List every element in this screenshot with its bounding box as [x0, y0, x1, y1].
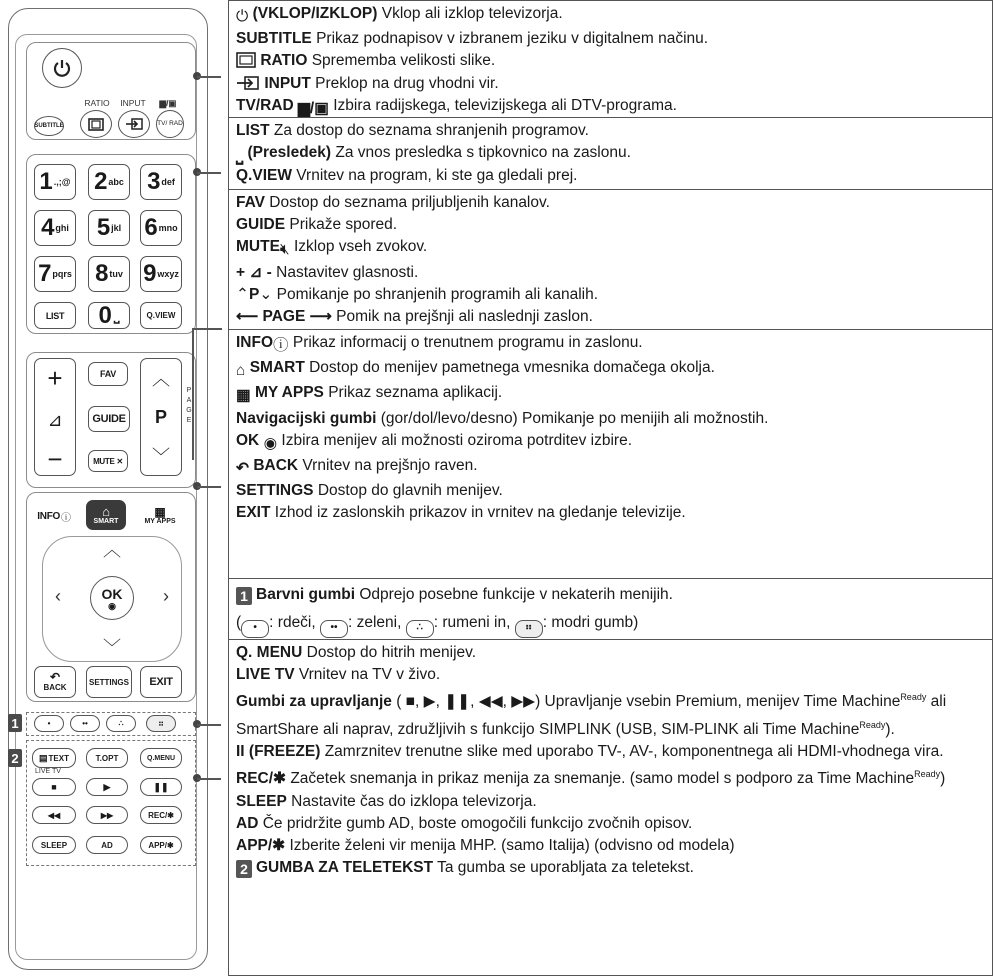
info-icon: ⓘ	[60, 512, 71, 524]
power-icon	[52, 58, 72, 78]
number-key-digit: 6	[144, 214, 158, 241]
play-button[interactable]: ▶	[86, 778, 128, 796]
number-key-9[interactable]	[140, 256, 182, 292]
back-arrow-icon: ↶	[236, 460, 249, 478]
page-letters: P A G E	[186, 387, 192, 424]
desc-qview: Q.VIEW Vrnitev na program, ki ste ga gledali prej.	[236, 167, 578, 185]
desc-app: APP/✱ Izberite želeni vir menija MHP. (samo Italija) (odvisno od modela)	[236, 837, 735, 855]
number-key-letters: pqrs	[52, 269, 72, 279]
info-button[interactable]	[32, 500, 76, 532]
number-key-digit: 3	[147, 168, 161, 195]
rec-button[interactable]: REC/✱	[140, 806, 182, 824]
number-key-digit: 5	[96, 214, 111, 241]
zero-space-button[interactable]: 0 ⎵	[88, 302, 130, 329]
desc-teletext: 2 GUMBA ZA TELETEKST Ta gumba se uporabljata za teletekst.	[236, 857, 992, 879]
number-key-letters: ghi	[55, 223, 69, 233]
volume-up-icon: +	[47, 363, 63, 393]
nav-right-icon[interactable]: ›	[163, 586, 169, 606]
number-key-7[interactable]	[34, 256, 76, 292]
ad-button[interactable]: AD	[86, 836, 128, 854]
ok-label: OK	[101, 586, 123, 602]
power-button[interactable]	[42, 48, 82, 88]
number-key-letters: abc	[108, 177, 124, 187]
desc-mute: MUTE🔇︎ Izklop vseh zvokov.	[236, 236, 992, 261]
mute-label: MUTE	[93, 456, 115, 466]
marker-2: 2	[8, 749, 22, 767]
smart-button[interactable]	[86, 500, 126, 530]
desc-ad: AD Če pridržite gumb AD, boste omogočili funkcijo zvočnih opisov.	[236, 814, 693, 832]
volume-down-icon: −	[47, 444, 63, 474]
desc-freeze: II (FREEZE) Zamrznitev trenutne slike med uporabo TV-, AV-, komponentnega ali HDMI-vhodnega vira.	[236, 743, 944, 761]
callout-line-1	[197, 76, 221, 78]
fast-forward-button[interactable]: ▶▶	[86, 806, 128, 824]
description-column	[228, 0, 995, 976]
zero-digit: 0	[98, 301, 112, 329]
myapps-button[interactable]	[138, 500, 182, 530]
volume-icon: ⊿	[47, 409, 63, 430]
desc-navigation: Navigacijski gumbi (gor/dol/levo/desno) Pomikanje po menijih ali možnostih.	[236, 409, 769, 427]
desc-color-list: ( • : rdeči, •• : zeleni, ∴ : rumeni in, ⠶ : modri gumb)	[236, 609, 992, 638]
ratio-label: RATIO	[84, 98, 110, 108]
back-label: BACK	[43, 683, 67, 692]
back-button[interactable]	[34, 666, 76, 698]
space-icon: ⎵	[236, 144, 244, 165]
ok-dot-icon: ◉	[263, 434, 278, 452]
desc-power: ⏻ (VKLOP/IZKLOP) Vklop ali izklop televizorja.	[236, 3, 992, 28]
page-right-icon: ⟶	[309, 308, 332, 326]
channel-p-label: P	[154, 406, 167, 427]
desc-tvrad: TV/RAD ▆/▣ Izbira radijskega, televizijskega ali DTV-programa.	[236, 95, 992, 120]
blue-button-icon: ⠶	[515, 620, 543, 638]
color-button-red[interactable]: •	[34, 715, 64, 732]
marker-1-label: 1	[236, 587, 252, 605]
nav-left-icon[interactable]: ‹	[55, 586, 61, 606]
green-button-icon: ••	[320, 620, 348, 638]
input-button[interactable]	[118, 110, 150, 138]
channel-down-icon: ﹀	[152, 447, 170, 467]
settings-button[interactable]: SETTINGS	[86, 666, 132, 698]
desc-sleep: SLEEP Nastavite čas do izklopa televizorja.	[236, 792, 537, 810]
desc-fav: FAV Dostop do seznama priljubljenih kanalov.	[236, 194, 550, 211]
marker-2-label: 2	[236, 860, 252, 878]
apps-grid-icon: ▦	[236, 387, 251, 405]
remote-illustration	[6, 6, 210, 972]
desc-ok: OK ◉ Izbira menijev ali možnosti oziroma potrditev izbire.	[236, 430, 992, 455]
number-key-letters: .,;@	[53, 177, 71, 187]
nav-down-icon[interactable]: ﹀	[103, 638, 121, 658]
number-key-1[interactable]	[34, 164, 76, 200]
number-key-letters: mno	[158, 223, 178, 233]
text-button[interactable]	[32, 748, 76, 768]
desc-livetv: LIVE TV Vrnitev na TV v živo.	[236, 666, 441, 684]
callout-line-6	[197, 778, 221, 780]
number-key-letters: wxyz	[157, 269, 179, 279]
desc-page: ⟵ PAGE ⟶ Pomik na prejšnji ali naslednji zaslon.	[236, 308, 593, 326]
ratio-icon	[236, 52, 256, 68]
text-label: TEXT	[48, 753, 69, 763]
back-arrow-icon: ↶	[49, 670, 61, 684]
livetv-label: LIVE TV	[35, 768, 61, 775]
tvrad-label-icon: ▆/▣	[159, 98, 177, 108]
desc-back: ↶ BACK Vrnitev na prejšnjo raven.	[236, 455, 992, 480]
red-button-icon: •	[241, 620, 269, 638]
ratio-button[interactable]	[80, 110, 112, 138]
chevron-up-icon: ⌃	[236, 285, 249, 303]
fav-button[interactable]: FAV	[88, 362, 128, 386]
rewind-button[interactable]: ◀◀	[32, 806, 76, 824]
desc-guide: GUIDE Prikaže spored.	[236, 216, 398, 234]
tv-radio-icon: ▆/▣	[298, 99, 329, 117]
yellow-button-icon: ∴	[406, 620, 434, 638]
channel-up-icon: ︿	[152, 369, 170, 389]
number-key-digit: 1	[39, 168, 53, 195]
marker-1: 1	[8, 714, 22, 732]
app-button[interactable]: APP/✱	[140, 836, 182, 854]
number-key-8[interactable]	[88, 256, 130, 292]
desc-list: LIST Za dostop do seznama shranjenih programov.	[236, 122, 589, 139]
input-icon	[125, 118, 143, 130]
qmenu-button[interactable]: Q.MENU	[140, 748, 182, 768]
desc-box-list	[228, 117, 993, 190]
number-key-digit: 8	[95, 260, 109, 287]
livetv-stop-button[interactable]: ■	[32, 778, 76, 796]
nav-up-icon[interactable]: ︿	[103, 540, 121, 560]
color-button-green[interactable]: ••	[70, 715, 100, 732]
callout-line-3a	[192, 364, 194, 460]
number-key-2[interactable]	[88, 164, 130, 200]
number-key-digit: 4	[41, 214, 55, 241]
desc-space: ⎵ (Presledek) Za vnos presledka s tipkovnico na zaslonu.	[236, 144, 631, 165]
number-key-6[interactable]	[140, 210, 182, 246]
number-key-3[interactable]	[140, 164, 182, 200]
number-key-5[interactable]	[88, 210, 130, 246]
number-key-letters: jkl	[111, 223, 122, 233]
qview-button[interactable]: Q.VIEW	[140, 302, 182, 329]
color-button-yellow[interactable]: ∴	[106, 715, 136, 732]
number-key-digit: 7	[38, 260, 52, 287]
sleep-button[interactable]: SLEEP	[32, 836, 76, 854]
desc-exit: EXIT Izhod iz zaslonskih prikazov in vrnitev na gledanje televizije.	[236, 504, 686, 522]
apps-grid-icon: ▦	[154, 504, 166, 519]
desc-color-buttons: 1 Barvni gumbi Odprejo posebne funkcije v nekaterih menijih.	[236, 581, 992, 609]
desc-channel: ⌃P⌄ Pomikanje po shranjenih programih ali kanalih.	[236, 285, 599, 303]
power-icon: ⏻	[236, 8, 249, 25]
page-left-icon: ⟵	[236, 308, 259, 326]
desc-box-color	[228, 578, 993, 640]
tvrad-button[interactable]: TV/ RAD	[156, 110, 184, 138]
desc-box-power	[228, 0, 993, 118]
number-key-letters: tuv	[109, 269, 123, 279]
ratio-icon	[88, 118, 104, 131]
desc-input: INPUT Preklop na drug vhodni vir.	[236, 73, 992, 95]
home-icon: ⌂	[236, 362, 246, 380]
input-icon	[236, 75, 260, 91]
desc-smart: ⌂ SMART Dostop do menijev pametnega vmesnika domačega okolja.	[236, 357, 992, 382]
callout-line-2	[197, 172, 221, 174]
callout-line-3c	[192, 328, 222, 330]
info-label: INFO	[37, 510, 60, 522]
desc-box-bottom	[228, 639, 993, 976]
input-label: INPUT	[120, 98, 146, 108]
teletext-icon: ▤	[39, 752, 48, 763]
callout-line-3b	[192, 328, 194, 364]
callout-line-5	[197, 724, 221, 726]
number-key-letters: def	[161, 177, 175, 187]
ok-button[interactable]	[90, 576, 134, 620]
color-button-blue[interactable]: ⠶	[146, 715, 176, 732]
desc-qmenu: Q. MENU Dostop do hitrih menijev.	[236, 644, 477, 661]
desc-box-volume	[228, 189, 993, 330]
desc-myapps: ▦ MY APPS Prikaz seznama aplikacij.	[236, 382, 992, 407]
ok-dot-icon: ◉	[108, 601, 116, 611]
mute-icon: 🔇︎	[279, 241, 290, 259]
mute-icon: ✕	[116, 456, 123, 466]
callout-line-4	[197, 486, 221, 488]
desc-settings: SETTINGS Dostop do glavnih menijev.	[236, 482, 503, 500]
desc-subtitle: SUBTITLE Prikaz podnapisov v izbranem jeziku v digitalnem načinu.	[236, 30, 709, 48]
info-icon: ⓘ	[273, 337, 289, 354]
subtitle-button[interactable]: SUBTITLE	[34, 116, 64, 136]
chevron-down-icon: ⌄	[259, 285, 273, 303]
desc-volume: + ⊿ - Nastavitev glasnosti.	[236, 263, 419, 281]
volume-rocker[interactable]	[34, 358, 76, 476]
desc-info: INFOⓘ Prikaz informacij o trenutnem programu in zaslonu.	[236, 332, 992, 357]
number-key-digit: 9	[143, 260, 157, 287]
desc-control-buttons: Gumbi za upravljanje ( ■, ▶, ❚❚, ◀◀, ▶▶) Upravljanje vsebin Premium, menijev Time Machine$^{Ready}$ ali SmartShare ali naprav, združljivih s funkcijo SIMPLINK (USB, SIM-PLINK ali Time Machine$^{Ready}$).	[236, 692, 947, 738]
pause-button[interactable]: ❚❚	[140, 778, 182, 796]
desc-rec: REC/✱ Začetek snemanja in prikaz menija za snemanje. (samo model s podporo za Time Machine$^{Ready}$)	[236, 769, 946, 788]
guide-button[interactable]: GUIDE	[88, 406, 130, 432]
list-button[interactable]: LIST	[34, 302, 76, 329]
desc-ratio: RATIO Sprememba velikosti slike.	[236, 50, 992, 72]
home-icon: ⌂	[102, 504, 110, 519]
number-key-digit: 2	[94, 168, 108, 195]
desc-box-navigation	[228, 329, 993, 579]
myapps-label: MY APPS	[144, 517, 176, 525]
topt-button[interactable]: T.OPT	[86, 748, 128, 768]
number-key-4[interactable]	[34, 210, 76, 246]
channel-rocker[interactable]	[140, 358, 182, 476]
exit-button[interactable]: EXIT	[140, 666, 182, 698]
smart-label: SMART	[93, 518, 119, 525]
mute-button[interactable]	[88, 450, 128, 472]
